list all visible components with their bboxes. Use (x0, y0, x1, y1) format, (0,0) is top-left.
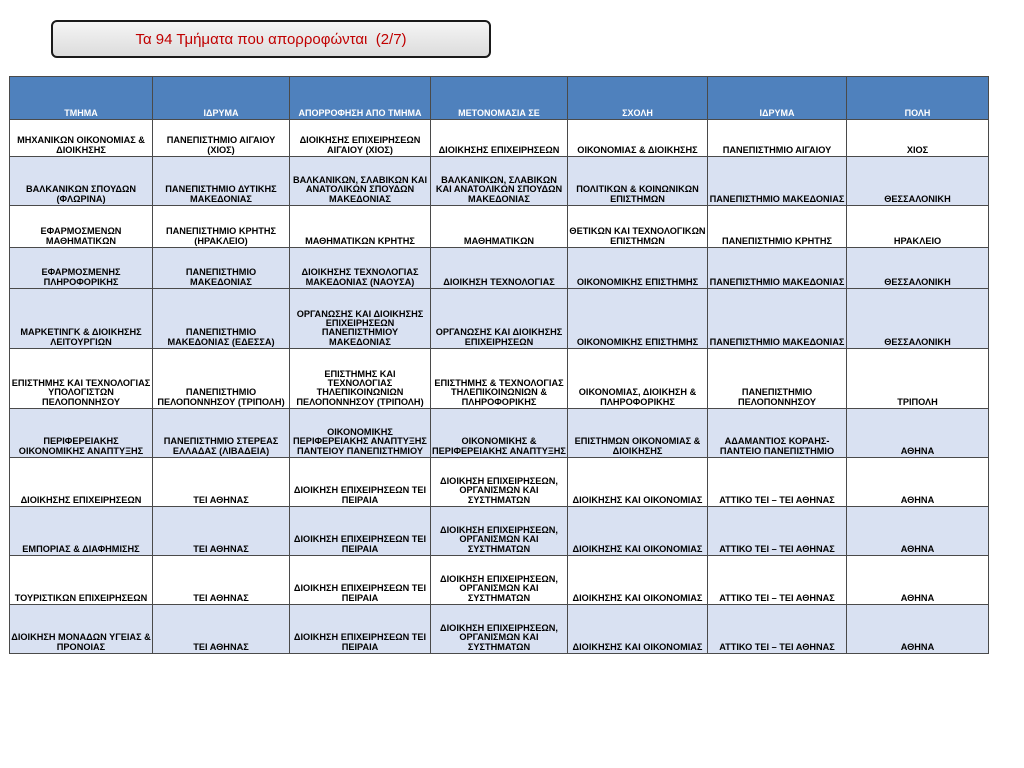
cell-department: ΕΦΑΡΜΟΣΜΕΝΩΝ ΜΑΘΗΜΑΤΙΚΩΝ (10, 206, 153, 248)
cell-absorbed-by: ΟΙΚΟΝΟΜΙΚΗΣ ΠΕΡΙΦΕΡΕΙΑΚΗΣ ΑΝΑΠΤΥΞΗΣ ΠΑΝΤΕΙΟΥ ΠΑΝΕΠΙΣΤΗΜΙΟΥ (290, 409, 431, 458)
cell-department: ΕΜΠΟΡΙΑΣ & ΔΙΑΦΗΜΙΣΗΣ (10, 507, 153, 556)
cell-institution: ΠΑΝΕΠΙΣΤΗΜΙΟ ΜΑΚΕΔΟΝΙΑΣ (ΕΔΕΣΣΑ) (153, 289, 290, 349)
cell-new-institution: ΠΑΝΕΠΙΣΤΗΜΙΟ ΜΑΚΕΔΟΝΙΑΣ (708, 248, 847, 289)
cell-absorbed-by: ΔΙΟΙΚΗΣΗ ΕΠΙΧΕΙΡΗΣΕΩΝ ΤΕΙ ΠΕΙΡΑΙΑ (290, 458, 431, 507)
cell-department: ΔΙΟΙΚΗΣΗ ΜΟΝΑΔΩΝ ΥΓΕΙΑΣ & ΠΡΟΝΟΙΑΣ (10, 605, 153, 654)
table-row (10, 556, 989, 605)
header-institution: ΙΔΡΥΜΑ (153, 77, 290, 120)
cell-school: ΟΙΚΟΝΟΜΙΑΣ, ΔΙΟΙΚΗΣΗ & ΠΛΗΡΟΦΟΡΙΚΗΣ (568, 349, 708, 409)
cell-school: ΔΙΟΙΚΗΣΗΣ ΚΑΙ ΟΙΚΟΝΟΜΙΑΣ (568, 556, 708, 605)
table-row (10, 289, 989, 349)
cell-new-institution: ΑΤΤΙΚΟ ΤΕΙ – ΤΕΙ ΑΘΗΝΑΣ (708, 507, 847, 556)
cell-absorbed-by: ΒΑΛΚΑΝΙΚΩΝ, ΣΛΑΒΙΚΩΝ ΚΑΙ ΑΝΑΤΟΛΙΚΩΝ ΣΠΟΥΔΩΝ ΜΑΚΕΔΟΝΙΑΣ (290, 157, 431, 206)
cell-school: ΟΙΚΟΝΟΜΙΚΗΣ ΕΠΙΣΤΗΜΗΣ (568, 248, 708, 289)
header-city: ΠΟΛΗ (847, 77, 989, 120)
cell-renamed-to: ΔΙΟΙΚΗΣΗ ΕΠΙΧΕΙΡΗΣΕΩΝ, ΟΡΓΑΝΙΣΜΩΝ ΚΑΙ ΣΥΣΤΗΜΑΤΩΝ (431, 605, 568, 654)
cell-institution: ΤΕΙ ΑΘΗΝΑΣ (153, 458, 290, 507)
header-absorbed-by: ΑΠΟΡΡΟΦΗΣΗ ΑΠΟ ΤΜΗΜΑ (290, 77, 431, 120)
departments-table (9, 76, 989, 654)
cell-absorbed-by: ΔΙΟΙΚΗΣΗ ΕΠΙΧΕΙΡΗΣΕΩΝ ΤΕΙ ΠΕΙΡΑΙΑ (290, 507, 431, 556)
cell-renamed-to: ΜΑΘΗΜΑΤΙΚΩΝ (431, 206, 568, 248)
table-row (10, 507, 989, 556)
cell-school: ΠΟΛΙΤΙΚΩΝ & ΚΟΙΝΩΝΙΚΩΝ ΕΠΙΣΤΗΜΩΝ (568, 157, 708, 206)
cell-city: ΑΘΗΝΑ (847, 556, 989, 605)
cell-renamed-to: ΟΡΓΑΝΩΣΗΣ ΚΑΙ ΔΙΟΙΚΗΣΗΣ ΕΠΙΧΕΙΡΗΣΕΩΝ (431, 289, 568, 349)
cell-new-institution: ΠΑΝΕΠΙΣΤΗΜΙΟ ΑΙΓΑΙΟΥ (708, 120, 847, 157)
cell-absorbed-by: ΟΡΓΑΝΩΣΗΣ ΚΑΙ ΔΙΟΙΚΗΣΗΣ ΕΠΙΧΕΙΡΗΣΕΩΝ ΠΑΝΕΠΙΣΤΗΜΙΟΥ ΜΑΚΕΔΟΝΙΑΣ (290, 289, 431, 349)
cell-department: ΒΑΛΚΑΝΙΚΩΝ ΣΠΟΥΔΩΝ (ΦΛΩΡΙΝΑ) (10, 157, 153, 206)
table-row (10, 605, 989, 654)
table-row (10, 206, 989, 248)
cell-institution: ΠΑΝΕΠΙΣΤΗΜΙΟ ΠΕΛΟΠΟΝΝΗΣΟΥ (ΤΡΙΠΟΛΗ) (153, 349, 290, 409)
cell-new-institution: ΑΤΤΙΚΟ ΤΕΙ – ΤΕΙ ΑΘΗΝΑΣ (708, 458, 847, 507)
table-header-row (10, 77, 989, 120)
cell-absorbed-by: ΕΠΙΣΤΗΜΗΣ ΚΑΙ ΤΕΧΝΟΛΟΓΙΑΣ ΤΗΛΕΠΙΚΟΙΝΩΝΙΩΝ ΠΕΛΟΠΟΝΝΗΣΟΥ (ΤΡΙΠΟΛΗ) (290, 349, 431, 409)
cell-city: ΘΕΣΣΑΛΟΝΙΚΗ (847, 248, 989, 289)
cell-city: ΧΙΟΣ (847, 120, 989, 157)
cell-school: ΔΙΟΙΚΗΣΗΣ ΚΑΙ ΟΙΚΟΝΟΜΙΑΣ (568, 605, 708, 654)
cell-school: ΟΙΚΟΝΟΜΙΚΗΣ ΕΠΙΣΤΗΜΗΣ (568, 289, 708, 349)
cell-school: ΟΙΚΟΝΟΜΙΑΣ & ΔΙΟΙΚΗΣΗΣ (568, 120, 708, 157)
cell-institution: ΤΕΙ ΑΘΗΝΑΣ (153, 605, 290, 654)
cell-city: ΑΘΗΝΑ (847, 458, 989, 507)
cell-city: ΤΡΙΠΟΛΗ (847, 349, 989, 409)
cell-school: ΘΕΤΙΚΩΝ ΚΑΙ ΤΕΧΝΟΛΟΓΙΚΩΝ ΕΠΙΣΤΗΜΩΝ (568, 206, 708, 248)
cell-new-institution: ΠΑΝΕΠΙΣΤΗΜΙΟ ΜΑΚΕΔΟΝΙΑΣ (708, 289, 847, 349)
cell-new-institution: ΑΤΤΙΚΟ ΤΕΙ – ΤΕΙ ΑΘΗΝΑΣ (708, 605, 847, 654)
cell-institution: ΠΑΝΕΠΙΣΤΗΜΙΟ ΚΡΗΤΗΣ (ΗΡΑΚΛΕΙΟ) (153, 206, 290, 248)
cell-institution: ΠΑΝΕΠΙΣΤΗΜΙΟ ΜΑΚΕΔΟΝΙΑΣ (153, 248, 290, 289)
cell-absorbed-by: ΔΙΟΙΚΗΣΗ ΕΠΙΧΕΙΡΗΣΕΩΝ ΤΕΙ ΠΕΙΡΑΙΑ (290, 605, 431, 654)
header-department: ΤΜΗΜΑ (10, 77, 153, 120)
cell-city: ΘΕΣΣΑΛΟΝΙΚΗ (847, 157, 989, 206)
cell-school: ΔΙΟΙΚΗΣΗΣ ΚΑΙ ΟΙΚΟΝΟΜΙΑΣ (568, 458, 708, 507)
cell-renamed-to: ΔΙΟΙΚΗΣΗ ΕΠΙΧΕΙΡΗΣΕΩΝ, ΟΡΓΑΝΙΣΜΩΝ ΚΑΙ ΣΥΣΤΗΜΑΤΩΝ (431, 507, 568, 556)
cell-institution: ΤΕΙ ΑΘΗΝΑΣ (153, 556, 290, 605)
cell-department: ΠΕΡΙΦΕΡΕΙΑΚΗΣ ΟΙΚΟΝΟΜΙΚΗΣ ΑΝΑΠΤΥΞΗΣ (10, 409, 153, 458)
cell-department: ΜΗΧΑΝΙΚΩΝ ΟΙΚΟΝΟΜΙΑΣ & ΔΙΟΙΚΗΣΗΣ (10, 120, 153, 157)
cell-new-institution: ΠΑΝΕΠΙΣΤΗΜΙΟ ΚΡΗΤΗΣ (708, 206, 847, 248)
page-title: Τα 94 Τμήματα που απορροφώνται (2/7) (135, 30, 407, 48)
cell-institution: ΠΑΝΕΠΙΣΤΗΜΙΟ ΔΥΤΙΚΗΣ ΜΑΚΕΔΟΝΙΑΣ (153, 157, 290, 206)
cell-school: ΔΙΟΙΚΗΣΗΣ ΚΑΙ ΟΙΚΟΝΟΜΙΑΣ (568, 507, 708, 556)
table-row (10, 157, 989, 206)
cell-city: ΘΕΣΣΑΛΟΝΙΚΗ (847, 289, 989, 349)
table-row (10, 349, 989, 409)
cell-renamed-to: ΔΙΟΙΚΗΣΗΣ ΕΠΙΧΕΙΡΗΣΕΩΝ (431, 120, 568, 157)
table-row (10, 248, 989, 289)
cell-institution: ΠΑΝΕΠΙΣΤΗΜΙΟ ΣΤΕΡΕΑΣ ΕΛΛΑΔΑΣ (ΛΙΒΑΔΕΙΑ) (153, 409, 290, 458)
cell-renamed-to: ΔΙΟΙΚΗΣΗ ΕΠΙΧΕΙΡΗΣΕΩΝ, ΟΡΓΑΝΙΣΜΩΝ ΚΑΙ ΣΥΣΤΗΜΑΤΩΝ (431, 458, 568, 507)
cell-city: ΑΘΗΝΑ (847, 409, 989, 458)
cell-city: ΑΘΗΝΑ (847, 507, 989, 556)
cell-new-institution: ΠΑΝΕΠΙΣΤΗΜΙΟ ΜΑΚΕΔΟΝΙΑΣ (708, 157, 847, 206)
table-row (10, 409, 989, 458)
cell-renamed-to: ΔΙΟΙΚΗΣΗ ΕΠΙΧΕΙΡΗΣΕΩΝ, ΟΡΓΑΝΙΣΜΩΝ ΚΑΙ ΣΥΣΤΗΜΑΤΩΝ (431, 556, 568, 605)
cell-city: ΗΡΑΚΛΕΙΟ (847, 206, 989, 248)
header-new-institution: ΙΔΡΥΜΑ (708, 77, 847, 120)
header-school: ΣΧΟΛΗ (568, 77, 708, 120)
cell-absorbed-by: ΔΙΟΙΚΗΣΗΣ ΤΕΧΝΟΛΟΓΙΑΣ ΜΑΚΕΔΟΝΙΑΣ (ΝΑΟΥΣΑ) (290, 248, 431, 289)
cell-department: ΤΟΥΡΙΣΤΙΚΩΝ ΕΠΙΧΕΙΡΗΣΕΩΝ (10, 556, 153, 605)
cell-absorbed-by: ΜΑΘΗΜΑΤΙΚΩΝ ΚΡΗΤΗΣ (290, 206, 431, 248)
title-box (51, 20, 491, 58)
cell-absorbed-by: ΔΙΟΙΚΗΣΗ ΕΠΙΧΕΙΡΗΣΕΩΝ ΤΕΙ ΠΕΙΡΑΙΑ (290, 556, 431, 605)
cell-school: ΕΠΙΣΤΗΜΩΝ ΟΙΚΟΝΟΜΙΑΣ & ΔΙΟΙΚΗΣΗΣ (568, 409, 708, 458)
cell-department: ΕΦΑΡΜΟΣΜΕΝΗΣ ΠΛΗΡΟΦΟΡΙΚΗΣ (10, 248, 153, 289)
cell-new-institution: ΑΔΑΜΑΝΤΙΟΣ ΚΟΡΑΗΣ-ΠΑΝΤΕΙΟ ΠΑΝΕΠΙΣΤΗΜΙΟ (708, 409, 847, 458)
table-row (10, 120, 989, 157)
cell-department: ΕΠΙΣΤΗΜΗΣ ΚΑΙ ΤΕΧΝΟΛΟΓΙΑΣ ΥΠΟΛΟΓΙΣΤΩΝ ΠΕΛΟΠΟΝΝΗΣΟΥ (10, 349, 153, 409)
cell-renamed-to: ΒΑΛΚΑΝΙΚΩΝ, ΣΛΑΒΙΚΩΝ ΚΑΙ ΑΝΑΤΟΛΙΚΩΝ ΣΠΟΥΔΩΝ ΜΑΚΕΔΟΝΙΑΣ (431, 157, 568, 206)
cell-institution: ΤΕΙ ΑΘΗΝΑΣ (153, 507, 290, 556)
cell-renamed-to: ΔΙΟΙΚΗΣΗ ΤΕΧΝΟΛΟΓΙΑΣ (431, 248, 568, 289)
header-renamed-to: ΜΕΤΟΝΟΜΑΣΙΑ ΣΕ (431, 77, 568, 120)
cell-new-institution: ΑΤΤΙΚΟ ΤΕΙ – ΤΕΙ ΑΘΗΝΑΣ (708, 556, 847, 605)
cell-renamed-to: ΕΠΙΣΤΗΜΗΣ & ΤΕΧΝΟΛΟΓΙΑΣ ΤΗΛΕΠΙΚΟΙΝΩΝΙΩΝ & ΠΛΗΡΟΦΟΡΙΚΗΣ (431, 349, 568, 409)
table-row (10, 458, 989, 507)
cell-city: ΑΘΗΝΑ (847, 605, 989, 654)
cell-absorbed-by: ΔΙΟΙΚΗΣΗΣ ΕΠΙΧΕΙΡΗΣΕΩΝ ΑΙΓΑΙΟΥ (ΧΙΟΣ) (290, 120, 431, 157)
cell-renamed-to: ΟΙΚΟΝΟΜΙΚΗΣ & ΠΕΡΙΦΕΡΕΙΑΚΗΣ ΑΝΑΠΤΥΞΗΣ (431, 409, 568, 458)
cell-department: ΔΙΟΙΚΗΣΗΣ ΕΠΙΧΕΙΡΗΣΕΩΝ (10, 458, 153, 507)
cell-institution: ΠΑΝΕΠΙΣΤΗΜΙΟ ΑΙΓΑΙΟΥ (ΧΙΟΣ) (153, 120, 290, 157)
cell-department: ΜΑΡΚΕΤΙΝΓΚ & ΔΙΟΙΚΗΣΗΣ ΛΕΙΤΟΥΡΓΙΩΝ (10, 289, 153, 349)
cell-new-institution: ΠΑΝΕΠΙΣΤΗΜΙΟ ΠΕΛΟΠΟΝΝΗΣΟΥ (708, 349, 847, 409)
